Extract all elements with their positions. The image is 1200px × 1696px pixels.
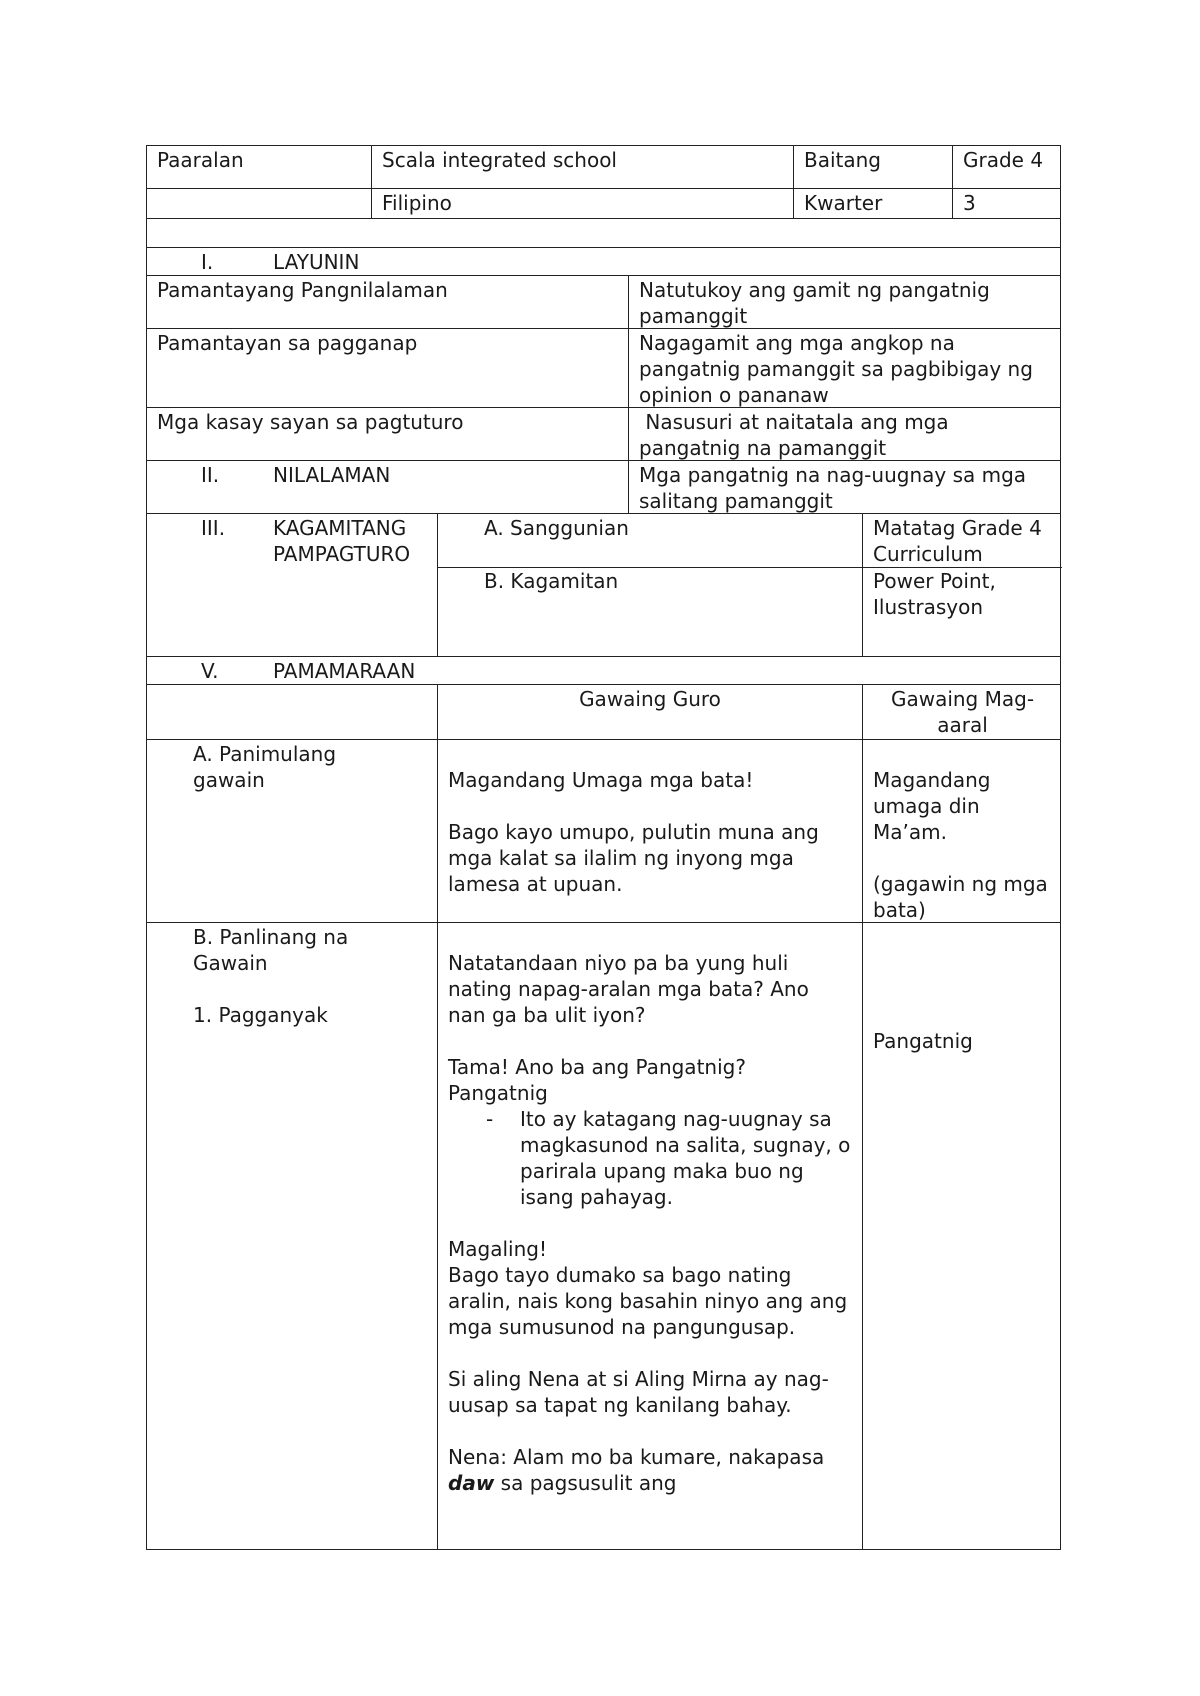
activity-header-empty [147,685,437,739]
empty-row [146,218,1061,247]
content-standard-label: Pamantayang Pangnilalaman [157,278,448,302]
dialogue-part-2: sa pagsusulit ang [494,1471,677,1495]
header-row-subject [146,188,1061,218]
layunin-number: I. [201,250,214,274]
teacher-activity-header: Gawaing Guro [437,685,862,739]
kagamitan-label: B. Kagamitan [484,569,619,593]
review-question: Natatandaan niyo pa ba yung huli nating napag-aralan mga bata? Ano nan ga ba ulit iyon? [448,951,809,1027]
pamamaraan-title: PAMAMARAAN [273,659,416,683]
layunin-heading-row [146,247,1061,275]
kagamitan-values [862,514,1062,656]
grade-label: Baitang [793,146,952,188]
kagamitan-title: KAGAMITANG PAMPAGTURO [273,516,411,566]
subject-label-empty [147,189,371,218]
panimulang-teacher [437,740,862,922]
grade-value: Grade 4 [952,146,1062,188]
praise-text: Magaling! [448,1237,547,1261]
kagamitan-number: III. [201,516,226,540]
pamamaraan-heading [147,657,1060,684]
panlinang-teacher [437,923,862,1549]
competency-row [146,407,1061,460]
school-value: Scala integrated school [371,146,793,188]
dialogue-emphasis: daw [448,1471,495,1495]
pangatnig-definition-item [448,1106,852,1210]
content-standard-value: Natutukoy ang gamit ng pangatnig pamanggit [628,276,1062,328]
student-answer-pangatnig: Pangatnig [873,1029,973,1053]
subject-value: Filipino [371,189,793,218]
sanggunian-value: Matatag Grade 4 Curriculum [873,516,1042,566]
pangatnig-question: Tama! Ano ba ang Pangatnig? [448,1055,746,1079]
competency-label: Mga kasay sayan sa pagtuturo [157,410,464,434]
kagamitan-items [437,514,862,656]
dialogue-line [448,1444,852,1496]
nilalaman-heading [147,461,628,513]
activity-header-row [146,684,1061,739]
student-action: (gagawin ng mga bata) [873,872,1048,922]
performance-standard-value: Nagagamit ang mga angkop na pangatnig pamanggit sa pagbibigay ng opinion o pananaw [628,329,1062,407]
greeting-reply: Magandang umaga din Ma’am. [873,768,991,844]
pagganyak-label: 1. Pagganyak [193,1003,328,1027]
nilalaman-title: NILALAMAN [273,463,391,487]
dialogue-part-1: Nena: Alam mo ba kumare, nakapasa [448,1445,825,1469]
panlinang-gawain-label-cell [147,923,437,1549]
performance-standard-row [146,328,1061,407]
panlinang-gawain-row [146,922,1061,1550]
quarter-label: Kwarter [793,189,952,218]
sanggunian-label: A. Sanggunian [484,516,629,540]
student-activity-header: Gawaing Mag-aaral [862,685,1062,739]
panimulang-gawain-row [146,739,1061,922]
school-label: Paaralan [157,148,244,172]
pangatnig-definition: Ito ay katagang nag-uugnay sa magkasunod na salita, sugnay, o parirala upang maka buo ng isang pahayag. [520,1107,851,1209]
panimulang-student [862,740,1062,922]
nilalaman-number: II. [201,463,220,487]
panlinang-gawain-label: B. Panlinang na Gawain [193,925,349,975]
kagamitan-heading [147,514,437,656]
story-intro: Si aling Nena at si Aling Mirna ay nag-uusap sa tapat ng kanilang bahay. [448,1367,829,1417]
pangatnig-term: Pangatnig [448,1081,548,1105]
layunin-heading [147,248,1060,275]
reading-instruction: Bago tayo dumako sa bago nating aralin, nais kong basahin ninyo ang ang mga sumusunod na pangungusap. [448,1263,848,1339]
panimulang-gawain-label: A. Panimulang gawain [193,742,337,792]
layunin-title: LAYUNIN [273,250,360,274]
performance-standard-label: Pamantayan sa pagganap [157,331,418,355]
greeting-text: Magandang Umaga mga bata! [448,768,754,792]
competency-value: Nasusuri at naitatala ang mga pangatnig na pamanggit [628,408,1062,460]
content-standard-row [146,275,1061,328]
panlinang-student [862,923,1062,1549]
kagamitan-row [146,513,1061,656]
quarter-value: 3 [952,189,1062,218]
cleanup-instruction: Bago kayo umupo, pulutin muna ang mga kalat sa ilalim ng inyong mga lamesa at upuan. [448,820,819,896]
kagamitan-value: Power Point, Ilustrasyon [873,569,996,619]
pamamaraan-heading-row [146,656,1061,684]
nilalaman-row [146,460,1061,513]
dash-bullet: - [486,1107,494,1131]
nilalaman-value: Mga pangatnig na nag-uugnay sa mga salitang pamanggit [628,461,1062,513]
pamamaraan-number: V. [201,659,219,683]
header-row-school [146,145,1061,188]
